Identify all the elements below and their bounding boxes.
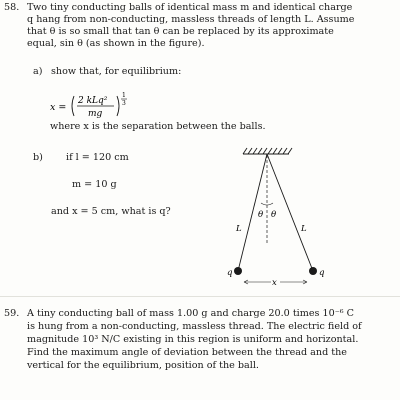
formula-lhs: x =	[50, 102, 67, 113]
problem-58-line-4: equal, sin θ (as shown in the figure).	[27, 38, 205, 49]
problem-59-line-1: A tiny conducting ball of mass 1.00 g and charge 20.0 times 10⁻⁶ C	[27, 308, 355, 319]
problem-58-number: 58.	[4, 2, 20, 13]
problem-59-line-3: magnitude 10³ N/C existing in this region is uniform and horizontal.	[27, 334, 359, 345]
formula-numerator: 2 kLq²	[78, 96, 108, 106]
part-b-given-mass: m = 10 g	[72, 179, 117, 190]
left-charge-label: q	[227, 268, 233, 278]
separation-label: x	[272, 278, 277, 288]
problem-59-line-4: Find the maximum angle of deviation between the thread and the	[27, 347, 347, 358]
equilibrium-formula	[50, 91, 190, 121]
problem-58-line-2: q hang from non-conducting, massless threads of length L. Assume	[27, 14, 355, 25]
part-a-text: show that, for equilibrium:	[51, 66, 182, 77]
hanging-balls-figure	[225, 145, 330, 290]
part-b-label: b)	[33, 152, 43, 163]
right-length-label: L	[301, 224, 307, 234]
part-b-question: and x = 5 cm, what is q?	[51, 206, 171, 217]
problem-59-number: 59.	[4, 308, 20, 319]
angle-arc	[261, 203, 273, 205]
formula-denominator: mg	[88, 109, 103, 119]
right-charge-label: q	[319, 268, 325, 278]
formula-left-paren	[72, 96, 74, 116]
problem-58-line-3: that θ is so small that tan θ can be replaced by its approximate	[27, 26, 334, 37]
formula-exp-num: 1	[122, 92, 126, 99]
problem-59-line-5: vertical for the equilibrium, position of the ball.	[27, 360, 259, 371]
formula-exp-den: 3	[122, 100, 126, 107]
theta-left: θ	[258, 210, 264, 220]
part-a-where: where x is the separation between the balls.	[50, 121, 266, 132]
right-ball	[309, 267, 317, 275]
problem-58-line-1: Two tiny conducting balls of identical mass m and identical charge	[27, 2, 353, 13]
problem-divider	[0, 296, 400, 297]
problem-59-line-2: is hung from a non-conducting, massless thread. The electric field of	[27, 321, 362, 332]
left-length-label: L	[236, 224, 242, 234]
part-b-given-length: if l = 120 cm	[66, 152, 129, 163]
theta-right: θ	[271, 210, 277, 220]
part-a-label: a)	[33, 66, 43, 77]
formula-right-paren	[117, 96, 119, 116]
left-ball	[234, 267, 242, 275]
ceiling-hatch	[243, 148, 292, 154]
